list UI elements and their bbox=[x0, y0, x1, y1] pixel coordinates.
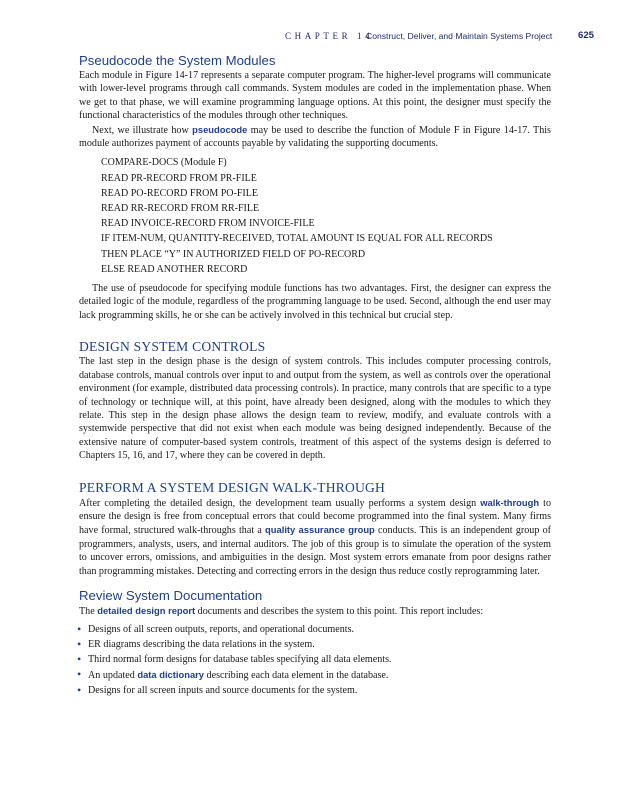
list-item: • ER diagrams describing the data relations in the system. bbox=[79, 637, 551, 652]
term-detailed-design-report: detailed design report bbox=[97, 604, 196, 616]
walkthrough-text-a: After completing the detailed design, the development team usually performs a system design bbox=[79, 497, 481, 509]
controls-heading: DESIGN SYSTEM CONTROLS bbox=[79, 339, 266, 355]
code-line: THEN PLACE “Y” IN AUTHORIZED FIELD OF PO-RECORD bbox=[101, 248, 366, 260]
pseudocode-paragraph-2-end: may be used to describe the function of Module F in Figure 14-17. This module authorizes payment of accounts payable by validating the supporting documents. bbox=[79, 124, 551, 150]
chapter-title: Construct, Deliver, and Maintain Systems Project bbox=[366, 31, 553, 41]
pseudocode-listing bbox=[79, 155, 551, 277]
list-item: • Third normal form designs for database tables specifying all data elements. bbox=[79, 652, 551, 667]
walkthrough-section bbox=[79, 479, 551, 578]
code-line: READ PR-RECORD FROM PR-FILE bbox=[101, 172, 257, 184]
code-line: COMPARE-DOCS (Module F) bbox=[101, 157, 227, 169]
term-pseudocode: pseudocode bbox=[192, 123, 248, 135]
walkthrough-paragraph bbox=[79, 496, 551, 578]
controls-section bbox=[79, 338, 551, 462]
pseudocode-paragraph-1: Each module in Figure 14-17 represents a separate computer program. The higher-level programs will communicate with lower-level programs through call commands. System modules are coded in the implementation phase. When we get to that phase, we will examine programming language options. At this point, the designer must specify the functional characteristics of the modules through other techniques. bbox=[79, 70, 551, 122]
pseudocode-paragraph-3: The use of pseudocode for specifying module functions has two advantages. First, the designer can express the detailed logic of the module, regardless of the programming language to be used. Second, although the end user may lack programming skills, he or she can be actively involved in this technical but crucial step. bbox=[79, 283, 551, 321]
walkthrough-text-b: to ensure the design is free from conceptual errors that could become programmed into the final system. Many firms have formal, structured walk-throughs that a bbox=[79, 497, 552, 537]
term-data-dictionary: data dictionary bbox=[137, 669, 205, 681]
report-contents-list bbox=[79, 622, 551, 698]
controls-paragraph: The last step in the design phase is the design of system controls. This includes computer processing controls, database controls, manual controls over input to and output from the system, as well as controls over the operational environment (for example, distributed data processing controls). In practice, many controls that are specific to a type of technology or technique will, at this point, have already been designed, along with the modules to which they relate. This step in the design phase allows the design team to review, modify, and evaluate controls with a systemwide perspective that did not exist when each module was being designed independently. Because of the extensive nature of computer-based system controls, treatment of this aspect of the systems design is deferred to Chapters 15, 16, and 17, where they can be covered in depth. bbox=[79, 356, 551, 462]
review-text-a: The bbox=[79, 605, 98, 617]
page-number: 625 bbox=[578, 30, 595, 41]
chapter-label: CHAPTER 14 bbox=[285, 31, 374, 41]
code-line: READ PO-RECORD FROM PO-FILE bbox=[101, 187, 258, 199]
list-item-text-a: An updated bbox=[88, 670, 138, 682]
list-item: • Designs for all screen inputs and source documents for the system. bbox=[79, 683, 551, 698]
pseudocode-heading: Pseudocode the System Modules bbox=[79, 53, 276, 68]
review-heading: Review System Documentation bbox=[79, 587, 263, 603]
code-line: ELSE READ ANOTHER RECORD bbox=[101, 263, 248, 275]
page-body bbox=[79, 52, 551, 698]
list-item: • Designs of all screen outputs, reports, and operational documents. bbox=[79, 622, 551, 637]
review-section bbox=[79, 587, 551, 698]
pseudocode-section bbox=[79, 52, 551, 322]
code-line: READ INVOICE-RECORD FROM INVOICE-FILE bbox=[101, 218, 315, 230]
running-header bbox=[0, 31, 639, 45]
code-line: READ RR-RECORD FROM RR-FILE bbox=[101, 203, 260, 215]
code-line: IF ITEM-NUM, QUANTITY-RECEIVED, TOTAL AMOUNT IS EQUAL FOR ALL RECORDS bbox=[101, 233, 493, 245]
walkthrough-text-c: conducts. This is an independent group of programmers, analysts, users, and internal auditors. The job of this group is to simulate the operation of the system to uncover errors, omissions, and ambiguities in the design. Most system errors emanate from poor designs rather than programming mistakes. Detecting and correcting errors in the design thus reduce costly reprogramming later. bbox=[79, 525, 551, 577]
term-walk-through: walk-through bbox=[480, 496, 540, 508]
list-item bbox=[79, 667, 551, 683]
pseudocode-paragraph-2 bbox=[79, 123, 551, 151]
pseudocode-paragraph-2-start: Next, we illustrate how bbox=[92, 124, 193, 136]
walkthrough-heading: PERFORM A SYSTEM DESIGN WALK-THROUGH bbox=[79, 479, 386, 495]
review-text-b: documents and describes the system to this point. This report includes: bbox=[195, 605, 484, 617]
list-item-text-b: describing each data element in the database. bbox=[204, 670, 389, 682]
review-paragraph bbox=[79, 604, 551, 618]
term-quality-assurance-group: quality assurance group bbox=[265, 524, 375, 536]
